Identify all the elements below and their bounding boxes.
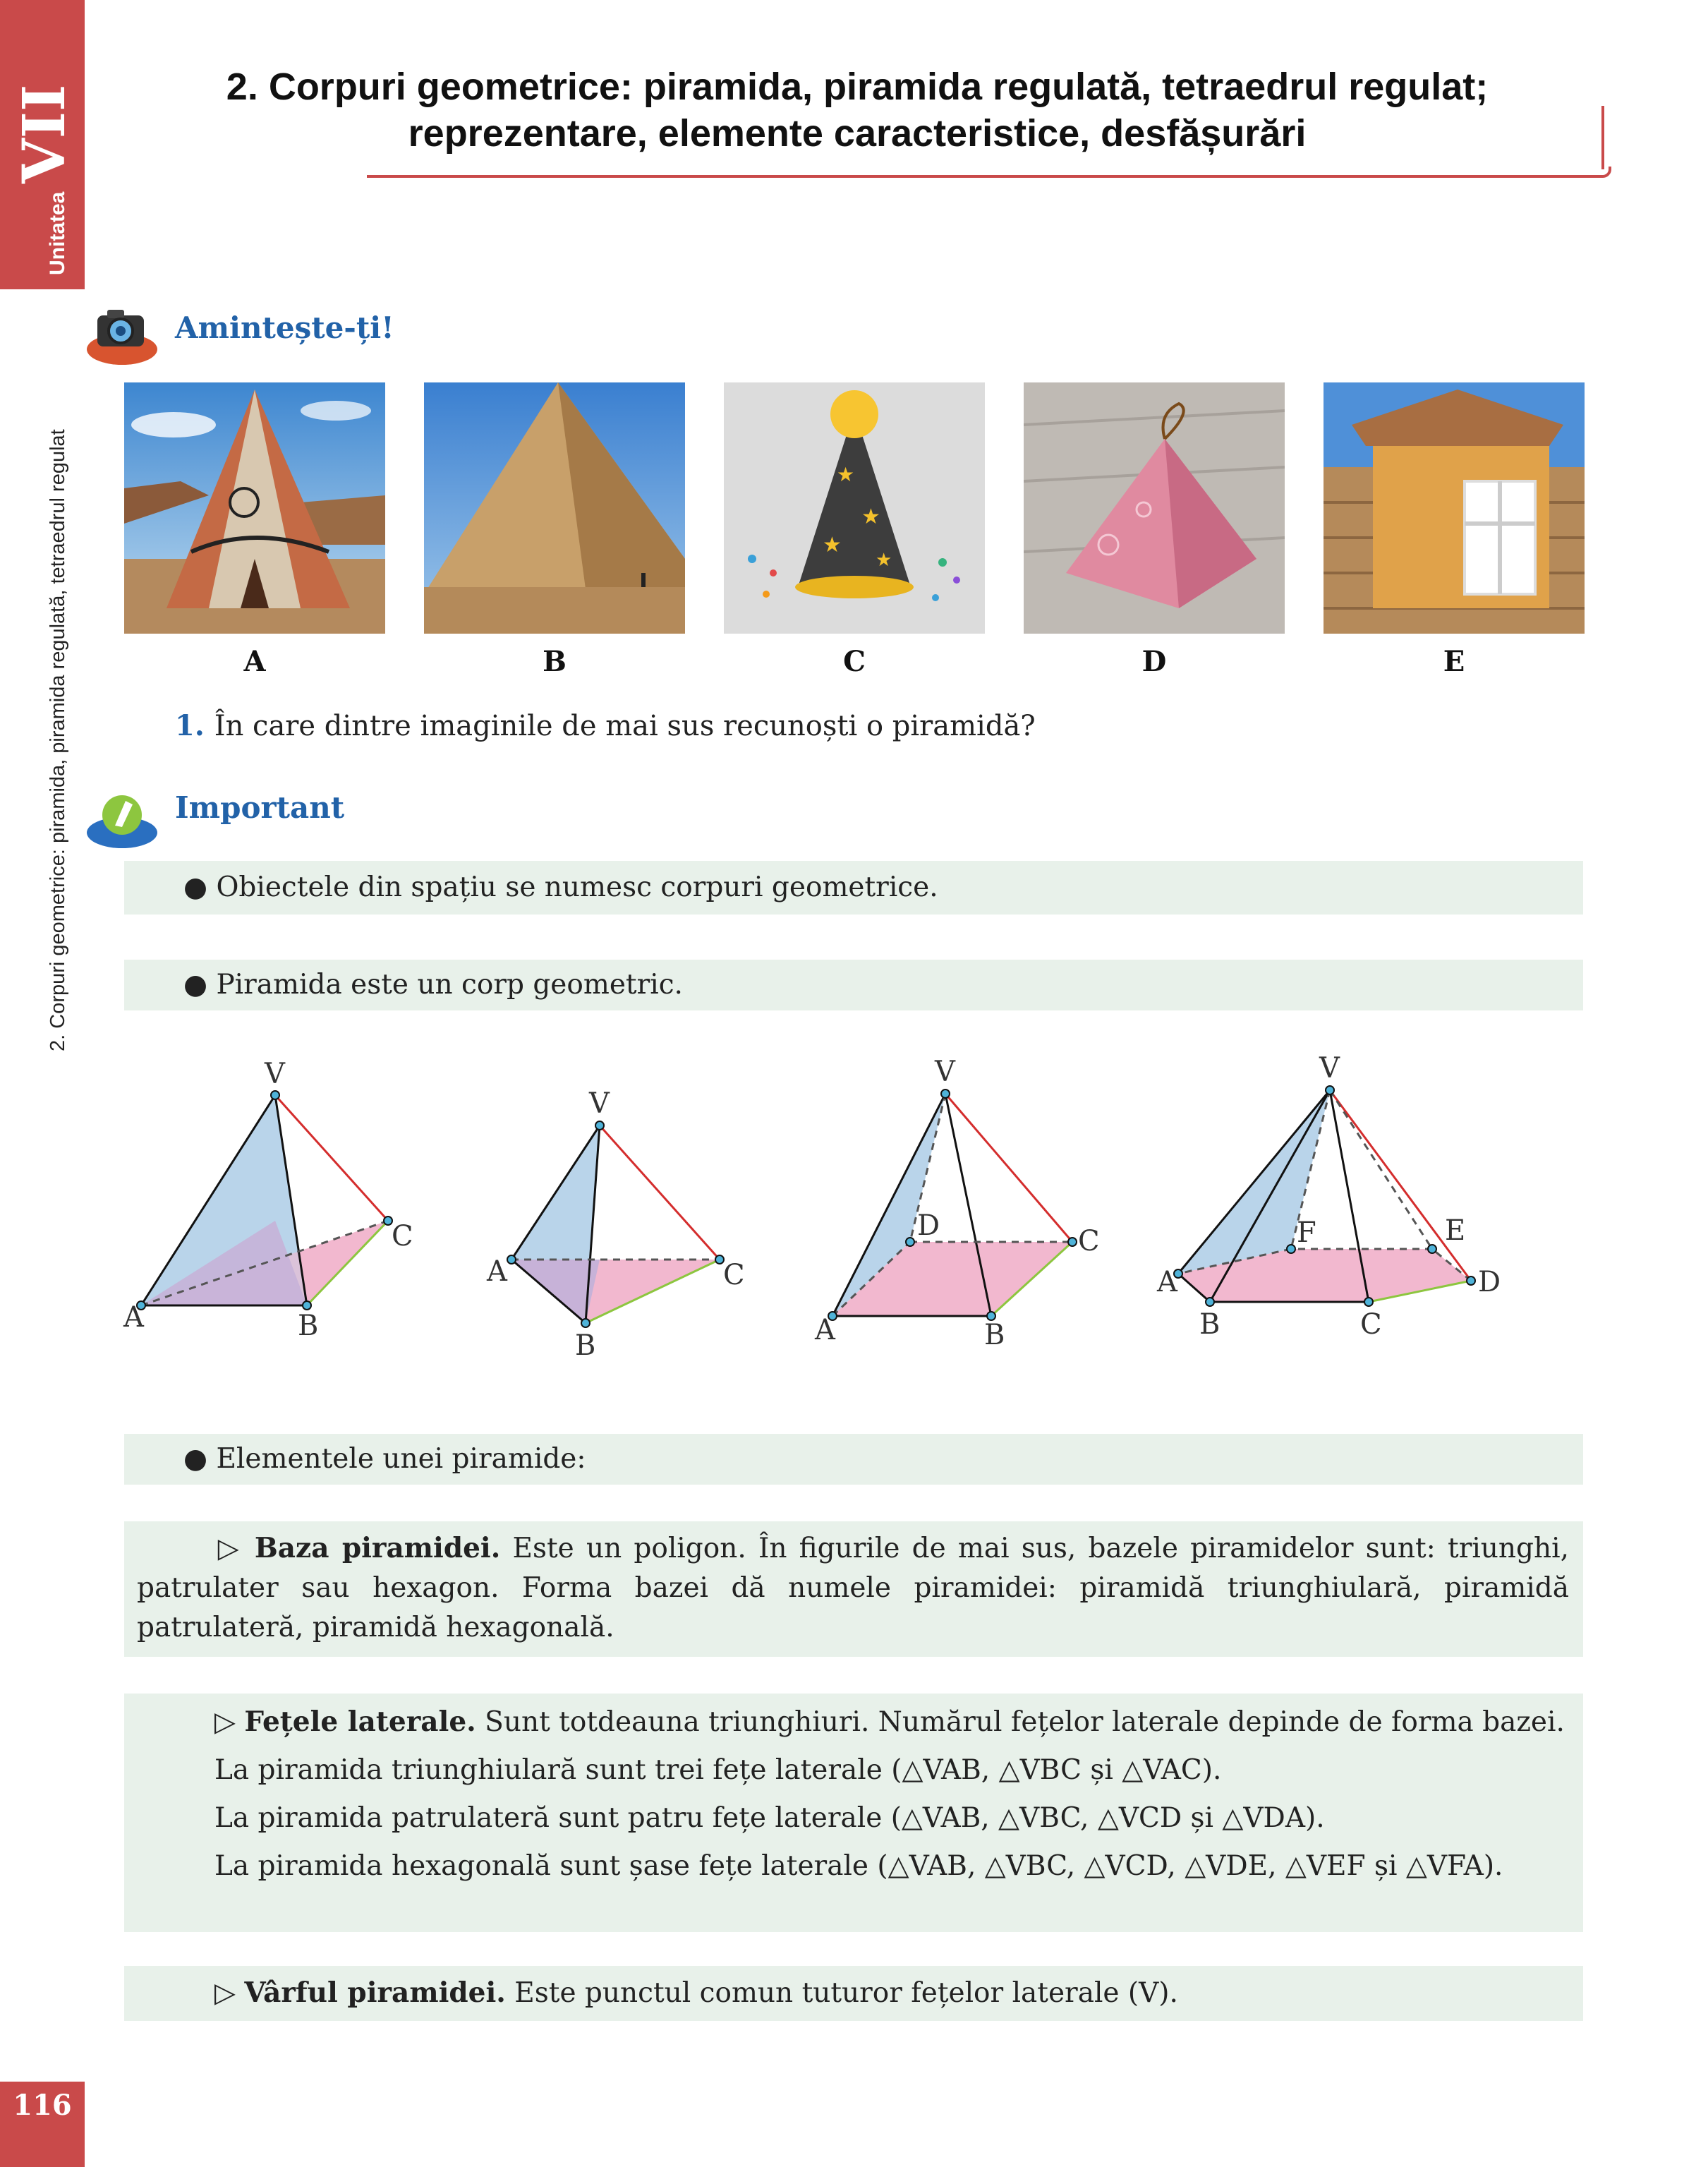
pyramid-4 xyxy=(1156,1052,1501,1341)
bullet-item xyxy=(183,965,683,1005)
pyramid-photo xyxy=(424,382,685,634)
important-heading: Important xyxy=(175,790,345,825)
dormer-roof-photo xyxy=(1324,382,1585,634)
apex-text: Este punctul comun tuturor fețelor laterale (V). xyxy=(514,1977,1178,2009)
apex-definition-box xyxy=(124,1966,1583,2021)
faces-definition xyxy=(137,1702,1569,1886)
label-b: B xyxy=(575,1329,596,1362)
photo-label-b: B xyxy=(543,645,567,678)
unit-label: Unitatea xyxy=(46,191,69,275)
question-text: În care dintre imaginile de mai sus recunoști o piramidă? xyxy=(214,710,1036,742)
remember-heading: Amintește-ți! xyxy=(175,310,394,345)
svg-text:★: ★ xyxy=(823,533,842,557)
bullet-item xyxy=(183,1439,586,1479)
faces-text-1: Sunt totdeauna triunghiuri. Numărul fețelor laterale depinde de forma bazei. xyxy=(485,1706,1565,1738)
label-a: A xyxy=(123,1301,144,1334)
bullet-char: ● xyxy=(183,1443,208,1475)
arrow-char: ▷ xyxy=(214,1706,236,1738)
photo-label-e: E xyxy=(1443,645,1465,678)
bullet-char: ● xyxy=(183,969,208,1001)
label-d: D xyxy=(917,1209,940,1242)
pen-icon xyxy=(83,783,161,854)
pyramid-diagrams xyxy=(106,1044,1587,1383)
label-b: B xyxy=(298,1310,319,1342)
label-a: A xyxy=(487,1255,507,1288)
bullet-box-2 xyxy=(124,960,1583,1010)
bullet-text: Piramida este un corp geometric. xyxy=(216,969,683,1001)
bullet-text: Elementele unei piramide: xyxy=(216,1443,586,1475)
page-number: 116 xyxy=(13,2089,72,2122)
photo-row xyxy=(124,382,1585,693)
bullet-char: ● xyxy=(183,871,208,903)
svg-text:★: ★ xyxy=(861,505,880,529)
label-v: V xyxy=(935,1056,955,1088)
pyramid-2 xyxy=(486,1087,745,1362)
label-c: C xyxy=(392,1220,413,1252)
title-underline-end xyxy=(1601,106,1604,169)
label-v: V xyxy=(265,1058,285,1090)
label-d: D xyxy=(1478,1266,1501,1298)
faces-title: Fețele laterale. xyxy=(244,1706,476,1738)
teepee-photo xyxy=(124,382,385,634)
label-b: B xyxy=(1199,1308,1221,1341)
arrow-char: ▷ xyxy=(214,1977,236,2009)
bullet-box-1 xyxy=(124,861,1583,915)
apex-title: Vârful piramidei. xyxy=(244,1976,506,2009)
chapter-running-head: 2. Corpuri geometrice: piramida, piramida regulată, tetraedrul regulat xyxy=(47,429,69,1051)
faces-line-1 xyxy=(137,1702,1569,1742)
bullet-box-3 xyxy=(124,1434,1583,1485)
base-definition-box xyxy=(124,1521,1583,1657)
title-line-1: 2. Corpuri geometrice: piramida, piramida regulată, tetraedrul regulat; xyxy=(226,66,1489,108)
question-number: 1. xyxy=(175,709,205,742)
label-v: V xyxy=(589,1087,610,1120)
arrow-char: ▷ xyxy=(214,1533,243,1564)
label-c: C xyxy=(1078,1225,1100,1257)
faces-line-4 xyxy=(137,1847,1569,1886)
label-b: B xyxy=(984,1319,1005,1351)
label-a: A xyxy=(815,1314,835,1346)
base-title: Baza piramidei. xyxy=(254,1532,501,1564)
faces-text-3: La piramida patrulateră sunt patru fețe laterale (△VAB, △VBC, △VCD și △VDA). xyxy=(214,1802,1325,1834)
title-underline xyxy=(367,167,1611,178)
label-f: F xyxy=(1297,1217,1316,1249)
question-1 xyxy=(175,709,1036,742)
label-a: A xyxy=(1157,1266,1177,1298)
base-definition xyxy=(137,1528,1569,1648)
camera-icon xyxy=(83,300,161,370)
faces-text-4: La piramida hexagonală sunt șase fețe laterale (△VAB, △VBC, △VCD, △VDE, △VEF și △VFA). xyxy=(214,1850,1503,1882)
label-v: V xyxy=(1319,1052,1340,1085)
faces-line-2 xyxy=(137,1751,1569,1790)
label-e: E xyxy=(1445,1214,1466,1247)
pyramid-1 xyxy=(123,1058,413,1342)
photo-label-d: D xyxy=(1141,645,1167,678)
faces-text-2: La piramida triunghiulară sunt trei fețe laterale (△VAB, △VBC și △VAC). xyxy=(214,1754,1222,1786)
bullet-text: Obiectele din spațiu se numesc corpuri geometrice. xyxy=(216,871,938,903)
party-hat-photo xyxy=(724,382,985,634)
label-c: C xyxy=(1360,1308,1382,1341)
faces-definition-box xyxy=(124,1694,1583,1932)
pyramid-3 xyxy=(814,1056,1100,1351)
svg-text:★: ★ xyxy=(876,550,892,571)
unit-number: VII xyxy=(11,84,78,183)
title-line-2: reprezentare, elemente caracteristice, desfășurări xyxy=(408,112,1307,155)
page-title xyxy=(99,64,1616,176)
faces-line-3 xyxy=(137,1799,1569,1838)
base-text: Este un poligon. În figurile de mai sus, bazele piramidelor sunt: triunghi, patrulater sau hexagon. Forma bazei dă numele piramidei: piramidă triunghiulară, piramidă patrulateră, piramidă hexagonală. xyxy=(137,1533,1569,1643)
svg-text:★: ★ xyxy=(837,463,855,486)
photo-label-c: C xyxy=(843,645,866,678)
pink-box-photo xyxy=(1024,382,1285,634)
label-c: C xyxy=(723,1259,745,1291)
apex-definition xyxy=(137,1973,1569,2013)
photo-label-a: A xyxy=(243,645,266,678)
bullet-item xyxy=(183,868,938,907)
